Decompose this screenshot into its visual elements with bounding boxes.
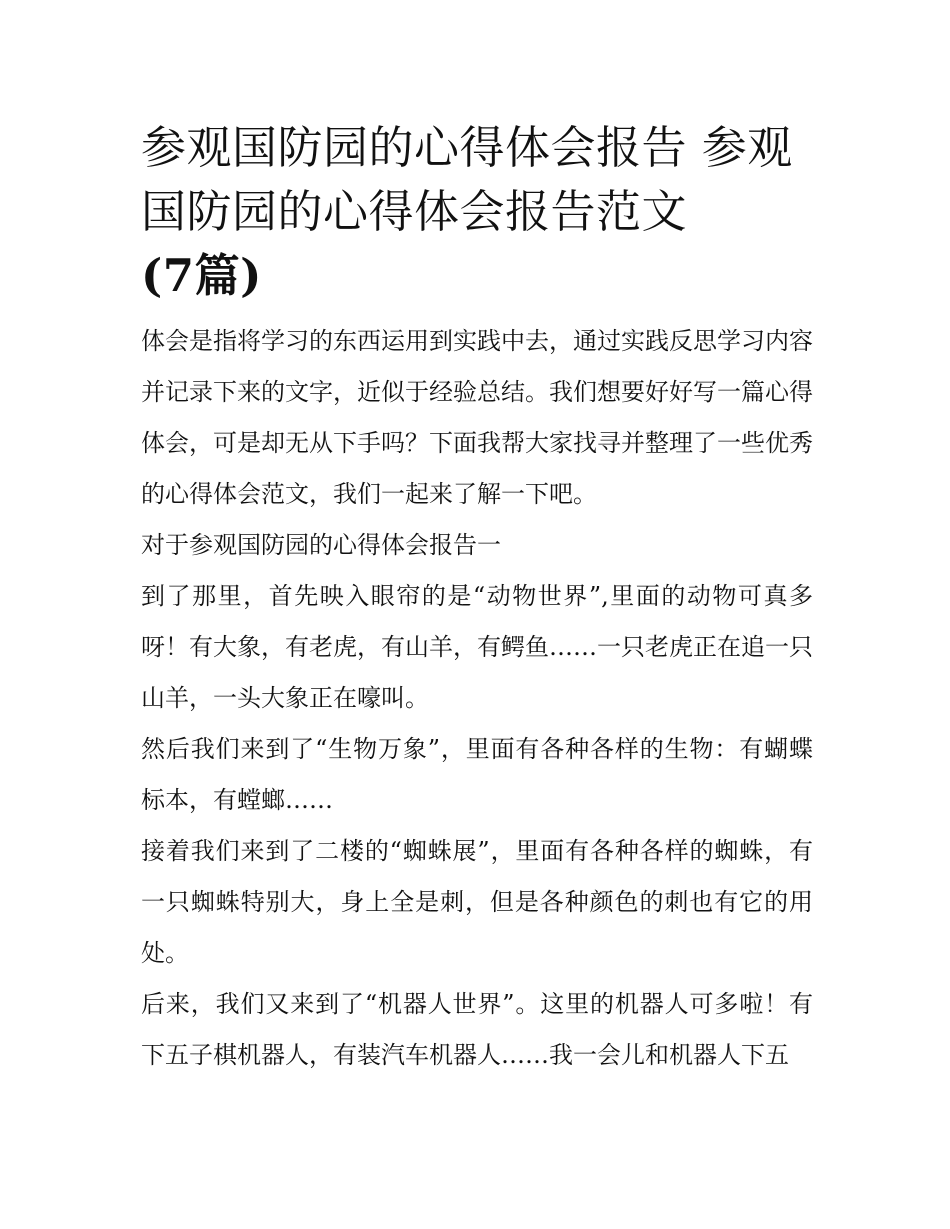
paragraph-robot-world: 后来，我们又来到了“机器人世界”。这里的机器人可多啦！有下五子棋机器人，有装汽车机器人……我一会儿和机器人下五 <box>141 990 813 1069</box>
document-body <box>141 116 813 1081</box>
paragraph-animal-world: 到了那里，首先映入眼帘的是“动物世界”,里面的动物可真多呀！有大象，有老虎，有山羊，有鳄鱼……一只老虎正在追一只山羊，一头大象正在嚎叫。 <box>141 582 813 712</box>
title-main: 参观国防园的心得体会报告 参观国防园的心得体会报告范文 <box>141 121 793 238</box>
paragraph-biology: 然后我们来到了“生物万象”，里面有各种各样的生物：有蝴蝶标本，有螳螂…… <box>141 735 813 814</box>
paragraph-spider-exhibit: 接着我们来到了二楼的“蜘蛛展”，里面有各种各样的蜘蛛，有一只蜘蛛特别大，身上全是刺，但是各种颜色的刺也有它的用处。 <box>141 837 813 967</box>
document-title <box>141 116 813 308</box>
paragraph-section-heading: 对于参观国防园的心得体会报告一 <box>141 531 501 559</box>
paragraph-intro: 体会是指将学习的东西运用到实践中去，通过实践反思学习内容并记录下来的文字，近似于经验总结。我们想要好好写一篇心得体会，可是却无从下手吗？下面我帮大家找寻并整理了一些优秀的心得体会范文，我们一起来了解一下吧。 <box>141 327 813 508</box>
title-count: (7篇) <box>141 249 262 302</box>
